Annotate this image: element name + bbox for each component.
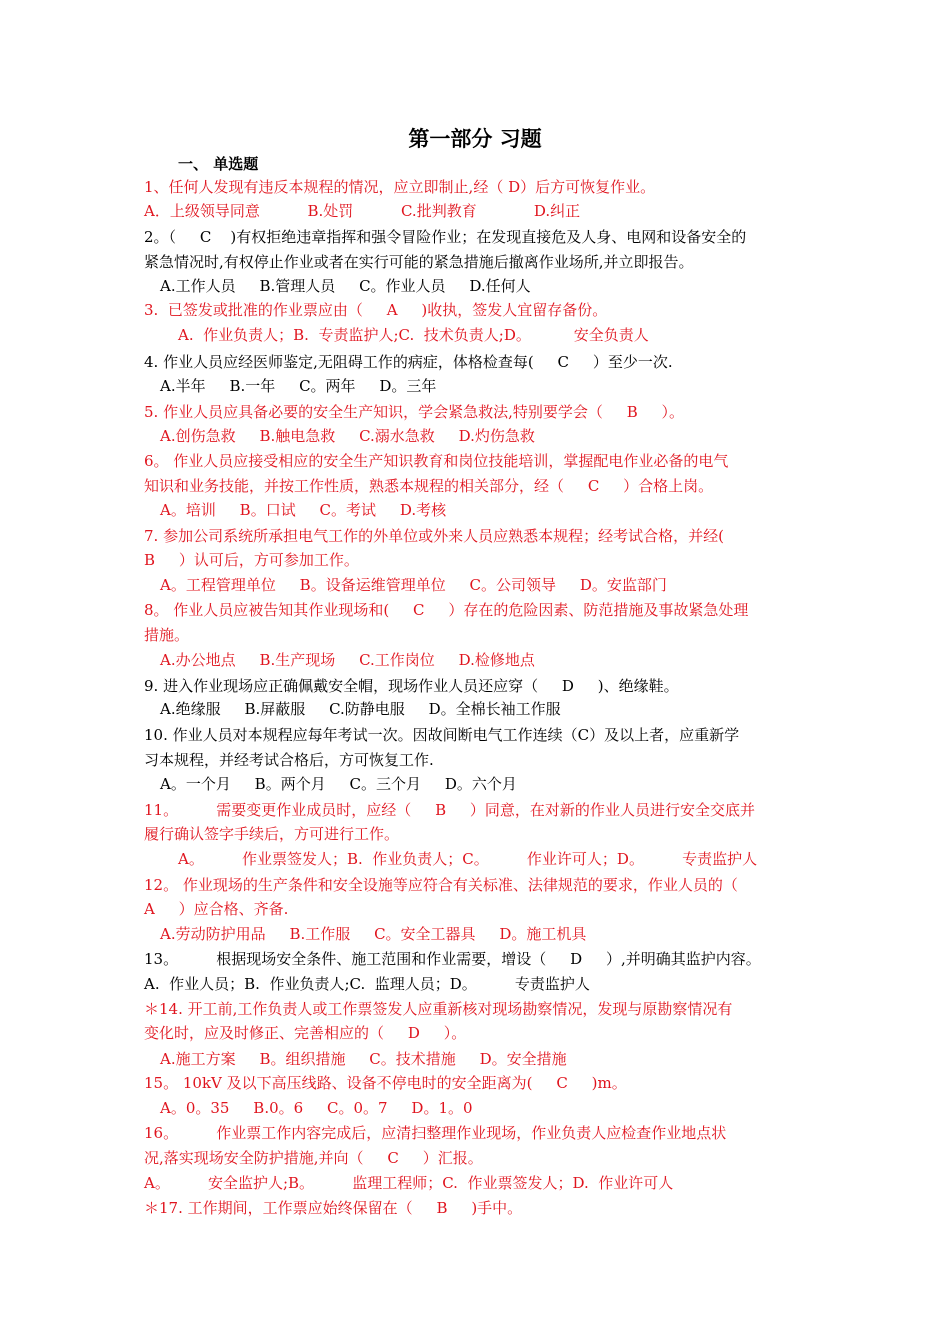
question-line: 3. 已签发或批准的作业票应由（ A )收执，签发人宜留存备份。 bbox=[144, 301, 608, 319]
question-line: A。 作业票签发人；B. 作业负责人；C。 作业许可人；D。 专责监护人 bbox=[178, 850, 758, 868]
question-line: 16。 作业票工作内容完成后，应清扫整理作业现场，作业负责人应检查作业地点状 bbox=[144, 1124, 727, 1142]
question-line: A.半年 B.一年 C。两年 D。三年 bbox=[160, 377, 437, 395]
question-line: A。培训 B。口试 C。考试 D.考核 bbox=[160, 501, 447, 519]
question-line: 2。（ C )有权拒绝违章指挥和强令冒险作业；在发现直接危及人身、电网和设备安全的 bbox=[144, 228, 747, 246]
question-line: 10. 作业人员对本规程应每年考试一次。因故间断电气工作连续（C）及以上者，应重新学 bbox=[144, 726, 740, 744]
question-line: A.办公地点 B.生产现场 C.工作岗位 D.检修地点 bbox=[160, 651, 535, 669]
question-line: A. 作业负责人；B. 专责监护人;C. 技术负责人;D。 安全负责人 bbox=[178, 326, 649, 344]
question-line: 履行确认签字手续后，方可进行工作。 bbox=[144, 825, 400, 843]
question-line: 况,落实现场安全防护措施,并向（ C ）汇报。 bbox=[144, 1149, 483, 1167]
question-line: 变化时，应及时修正、完善相应的（ D ）。 bbox=[144, 1024, 467, 1042]
question-line: A.工作人员 B.管理人员 C。作业人员 D.任何人 bbox=[160, 277, 531, 295]
question-line: A。0。35 B.0。6 C。0。7 D。1。0 bbox=[160, 1099, 473, 1117]
question-line: ＊17. 工作期间，工作票应始终保留在（ B )手中。 bbox=[144, 1199, 523, 1217]
question-line: 1、任何人发现有违反本规程的情况，应立即制止,经（ D）后方可恢复作业。 bbox=[144, 178, 656, 196]
question-line: 知识和业务技能，并按工作性质，熟悉本规程的相关部分，经（ C ）合格上岗。 bbox=[144, 477, 714, 495]
question-line: 4. 作业人员应经医师鉴定,无阻碍工作的病症，体格检查每( C ）至少一次. bbox=[144, 353, 673, 371]
question-line: A. 作业人员；B. 作业负责人;C. 监理人员；D。 专责监护人 bbox=[144, 975, 590, 993]
question-line: A。一个月 B。两个月 C。三个月 D。六个月 bbox=[160, 775, 517, 793]
question-line: A.施工方案 B。组织措施 C。技术措施 D。安全措施 bbox=[160, 1050, 567, 1068]
question-line: A．上级领导同意 B.处罚 C.批判教育 D.纠正 bbox=[144, 202, 581, 220]
question-line: A。 安全监护人;B。 监理工程师；C. 作业票签发人；D. 作业许可人 bbox=[144, 1174, 674, 1192]
page-title: 第一部分 习题 bbox=[408, 126, 542, 151]
question-line: 6。 作业人员应接受相应的安全生产知识教育和岗位技能培训，掌握配电作业必备的电气 bbox=[144, 452, 729, 470]
question-line: 5. 作业人员应具备必要的安全生产知识，学会紧急救法,特别要学会（ B ）。 bbox=[144, 403, 685, 421]
question-line: 15。 10kV 及以下高压线路、设备不停电时的安全距离为( C )m。 bbox=[144, 1074, 627, 1092]
question-line: 习本规程，并经考试合格后，方可恢复工作. bbox=[144, 751, 434, 769]
question-line: 12。 作业现场的生产条件和安全设施等应符合有关标准、法律规范的要求，作业人员的（ bbox=[144, 876, 738, 894]
question-line: B ）认可后，方可参加工作。 bbox=[144, 551, 359, 569]
question-line: A ）应合格、齐备. bbox=[144, 900, 289, 918]
question-line: 13。 根据现场安全条件、施工范围和作业需要，增设（ D ）,并明确其监护内容。 bbox=[144, 950, 761, 968]
section-heading: 一、 单选题 bbox=[178, 155, 259, 173]
question-line: A.绝缘服 B.屏蔽服 C.防静电服 D。全棉长袖工作服 bbox=[160, 700, 561, 718]
question-line: A。工程管理单位 B。设备运维管理单位 C。公司领导 D。安监部门 bbox=[160, 576, 667, 594]
question-line: A.创伤急救 B.触电急救 C.溺水急救 D.灼伤急救 bbox=[160, 427, 535, 445]
question-line: 8。 作业人员应被告知其作业现场和( C ）存在的危险因素、防范措施及事故紧急处理 bbox=[144, 601, 749, 619]
question-line: A.劳动防护用品 B.工作服 C。安全工器具 D。施工机具 bbox=[160, 925, 587, 943]
question-line: 11。 需要变更作业成员时，应经（ B ）同意，在对新的作业人员进行安全交底并 bbox=[144, 801, 755, 819]
question-line: ＊14. 开工前,工作负责人或工作票签发人应重新核对现场勘察情况，发现与原勘察情况有 bbox=[144, 1000, 733, 1018]
question-line: 7. 参加公司系统所承担电气工作的外单位或外来人员应熟悉本规程；经考试合格，并经( bbox=[144, 527, 724, 545]
question-line: 9. 进入作业现场应正确佩戴安全帽，现场作业人员还应穿（ D )、绝缘鞋。 bbox=[144, 677, 679, 695]
question-line: 措施。 bbox=[144, 626, 190, 644]
question-line: 紧急情况时,有权停止作业或者在实行可能的紧急措施后撤离作业场所,并立即报告。 bbox=[144, 253, 694, 271]
